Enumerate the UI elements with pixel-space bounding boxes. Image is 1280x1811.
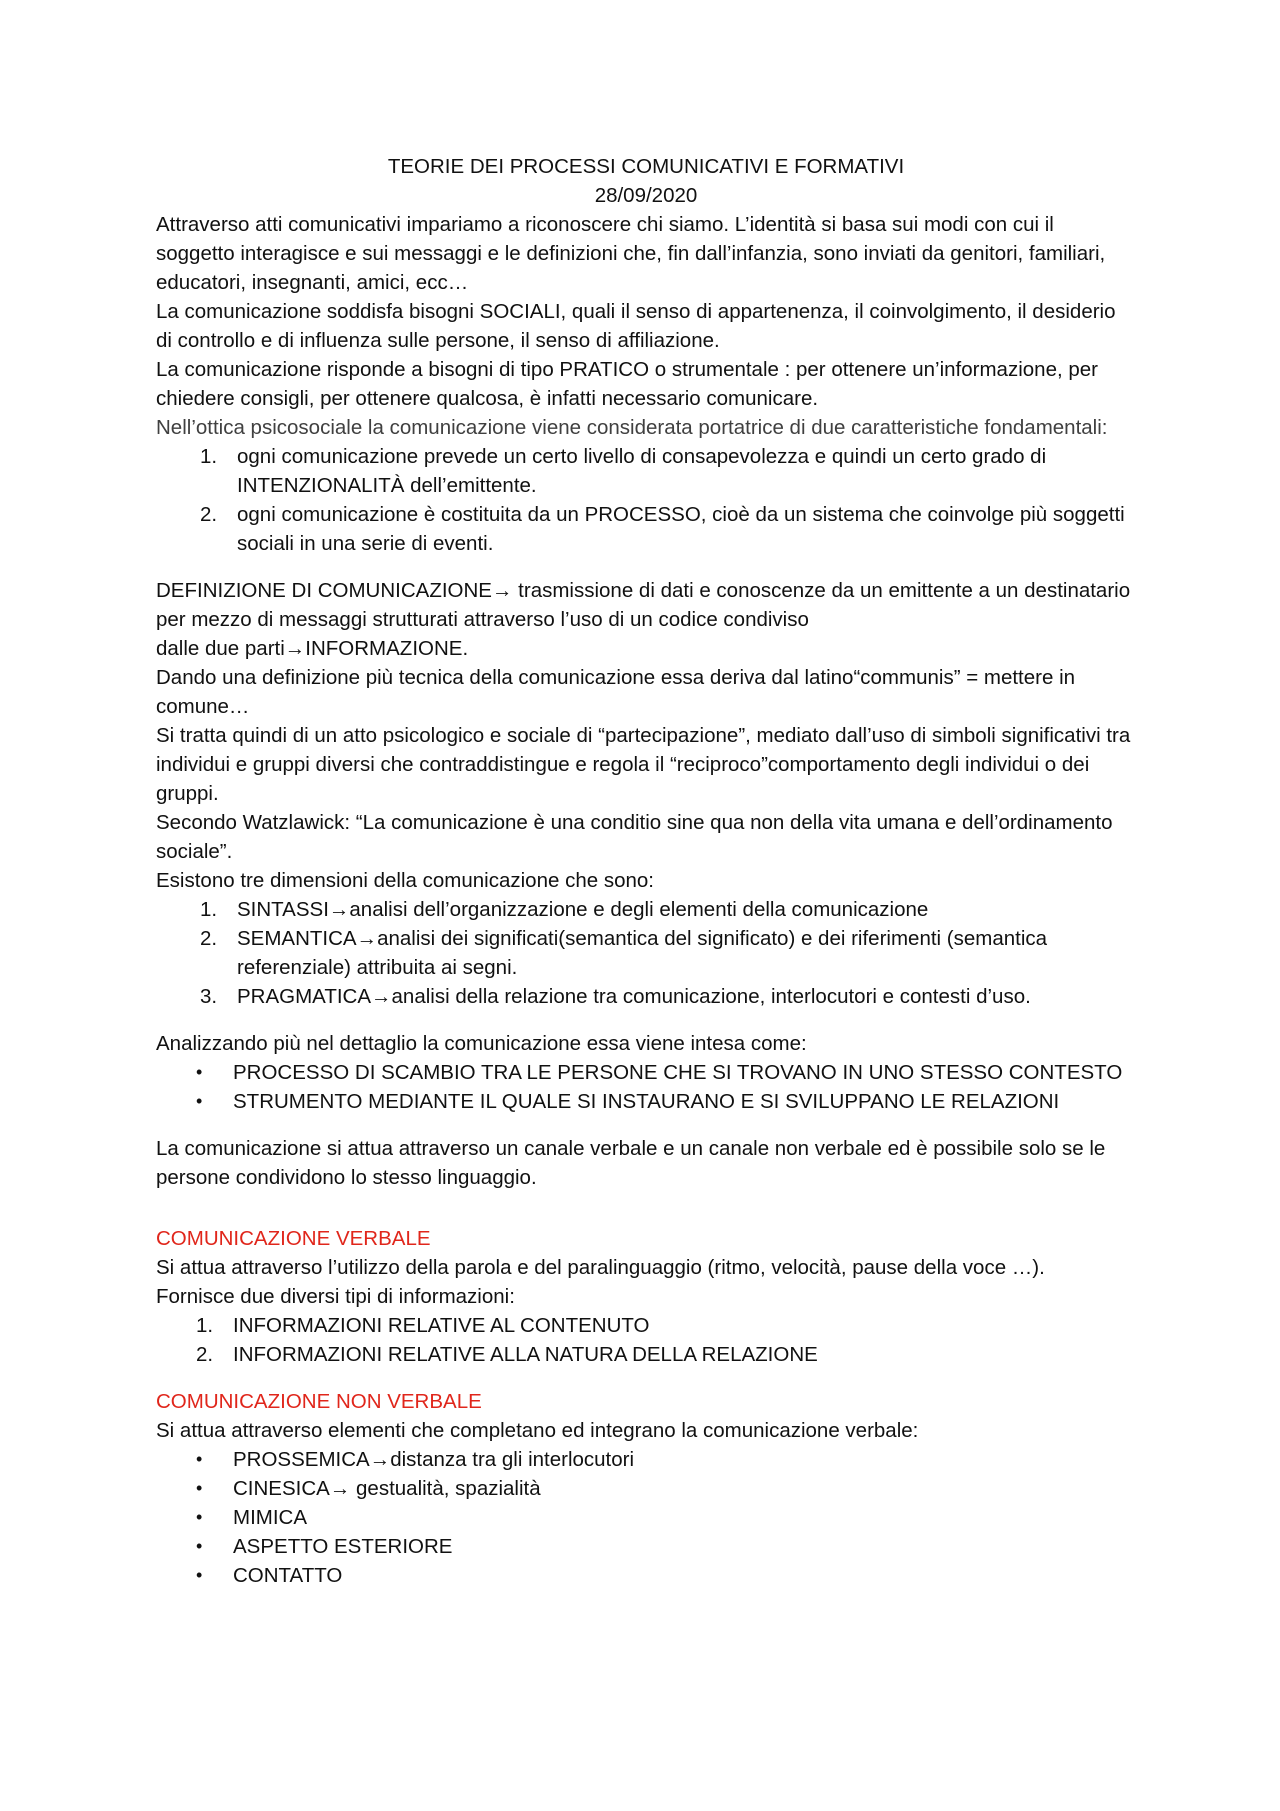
list-text: MIMICA [233,1506,308,1529]
list-text: SEMANTICA→analisi dei significati(semantica del significato) e dei riferimenti (semantica referenziale) attribuita ai segni. [237,927,1048,979]
list-item [156,1561,1136,1590]
watzlawick-quote: Secondo Watzlawick: “La comunicazione è una conditio sine qua non della vita umana e dell’ordinamento sociale”. [156,811,1113,863]
list-item [156,442,1136,500]
nonverbal-paragraph: Si attua attraverso elementi che completano ed integrano la comunicazione verbale: [156,1419,919,1442]
dimensions-intro: Esistono tre dimensioni della comunicazione che sono: [156,869,654,892]
channels-paragraph: La comunicazione si attua attraverso un canale verbale e un canale non verbale ed è possibile solo se le persone condividono lo stesso linguaggio. [156,1137,1106,1189]
list-text: ogni comunicazione prevede un certo livello di consapevolezza e quindi un certo grado di INTENZIONALITÀ dell’emittente. [237,445,1047,497]
bullet-icon: • [196,1478,203,1498]
characteristics-list [156,442,1136,558]
list-text: INFORMAZIONI RELATIVE AL CONTENUTO [233,1314,650,1337]
list-number: 2. [196,1343,214,1366]
document-title: TEORIE DEI PROCESSI COMUNICATIVI E FORMATIVI [387,155,905,178]
list-text: ASPETTO ESTERIORE [233,1535,453,1558]
nonverbal-elements-list [156,1445,1136,1590]
spacer [156,1369,1136,1387]
list-text: STRUMENTO MEDIANTE IL QUALE SI INSTAURANO E SI SVILUPPANO LE RELAZIONI [233,1090,1060,1113]
participation-paragraph: Si tratta quindi di un atto psicologico e sociale di “partecipazione”, mediato dall’uso di simboli significativi tra individui e gruppi diversi che contraddistingue e regola il “reciproco”comportamento degli individui o dei gruppi. [156,724,1131,805]
list-item [156,982,1136,1011]
verbal-paragraph: Si attua attraverso l’utilizzo della parola e del paralinguaggio (ritmo, velocità, pause della voce …). [156,1256,1045,1279]
list-text: PROSSEMICA→distanza tra gli interlocutori [233,1448,635,1471]
latin-origin-paragraph: Dando una definizione più tecnica della comunicazione essa deriva dal latino“communis” = mettere in comune… [156,666,1076,718]
intro-paragraph-social: La comunicazione soddisfa bisogni SOCIALI, quali il senso di appartenenza, il coinvolgimento, il desiderio di controllo e di influenza sulle persone, il senso di affiliazione. [156,300,1116,352]
bullet-icon: • [196,1507,203,1527]
section-heading-nonverbal: COMUNICAZIONE NON VERBALE [156,1390,482,1413]
list-number: 1. [196,1314,214,1337]
list-item [156,500,1136,558]
definition-paragraph-end: dalle due parti→INFORMAZIONE. [156,637,469,660]
spacer [156,558,1136,576]
analysis-list [156,1058,1136,1116]
verbal-types-intro: Fornisce due diversi tipi di informazioni: [156,1285,515,1308]
list-number: 2. [200,503,218,526]
list-text: CONTATTO [233,1564,343,1587]
spacer [156,1192,1136,1210]
list-number: 1. [200,898,218,921]
list-item [156,1503,1136,1532]
list-text: PRAGMATICA→analisi della relazione tra comunicazione, interlocutori e contesti d’uso. [237,985,1031,1008]
list-number: 2. [200,927,218,950]
dimensions-list [156,895,1136,1011]
list-number: 1. [200,445,218,468]
list-text: ogni comunicazione è costituita da un PROCESSO, cioè da un sistema che coinvolge più soggetti sociali in una serie di eventi. [237,503,1125,555]
bullet-icon: • [196,1062,203,1082]
intro-paragraph-identity: Attraverso atti comunicativi impariamo a riconoscere chi siamo. L’identità si basa sui modi con cui il soggetto interagisce e sui messaggi e le definizioni che, fin dall’infanzia, sono inviati da genitori, familiari, educatori, insegnanti, amici, ecc… [156,213,1106,294]
spacer [156,1210,1136,1224]
spacer [156,1116,1136,1134]
list-item [156,1087,1136,1116]
list-item [156,1474,1136,1503]
list-item [156,1340,1136,1369]
list-text: CINESICA→ gestualità, spazialità [233,1477,541,1500]
list-text: SINTASSI→analisi dell’organizzazione e degli elementi della comunicazione [237,898,929,921]
list-text: INFORMAZIONI RELATIVE ALLA NATURA DELLA RELAZIONE [233,1343,818,1366]
bullet-icon: • [196,1565,203,1585]
list-item [156,1058,1136,1087]
section-heading-verbal: COMUNICAZIONE VERBALE [156,1227,431,1250]
verbal-info-list [156,1311,1136,1369]
definition-paragraph: DEFINIZIONE DI COMUNICAZIONE→ trasmissione di dati e conoscenze da un emittente a un destinatario per mezzo di messaggi strutturati attraverso l’uso di un codice condiviso [156,579,1131,631]
list-item [156,1532,1136,1561]
spacer [156,1011,1136,1029]
analysis-intro: Analizzando più nel dettaglio la comunicazione essa viene intesa come: [156,1032,807,1055]
list-text: PROCESSO DI SCAMBIO TRA LE PERSONE CHE SI TROVANO IN UNO STESSO CONTESTO [233,1061,1123,1084]
bullet-icon: • [196,1091,203,1111]
document-date: 28/09/2020 [594,184,698,207]
list-item [156,895,1136,924]
document-page [156,152,1136,1590]
intro-paragraph-psychosocial: Nell’ottica psicosociale la comunicazione viene considerata portatrice di due caratteristiche fondamentali: [156,416,1108,439]
intro-paragraph-practical: La comunicazione risponde a bisogni di tipo PRATICO o strumentale : per ottenere un’informazione, per chiedere consigli, per ottenere qualcosa, è infatti necessario comunicare. [156,358,1098,410]
list-item [156,1445,1136,1474]
list-item [156,924,1136,982]
bullet-icon: • [196,1536,203,1556]
bullet-icon: • [196,1449,203,1469]
list-number: 3. [200,985,218,1008]
list-item [156,1311,1136,1340]
